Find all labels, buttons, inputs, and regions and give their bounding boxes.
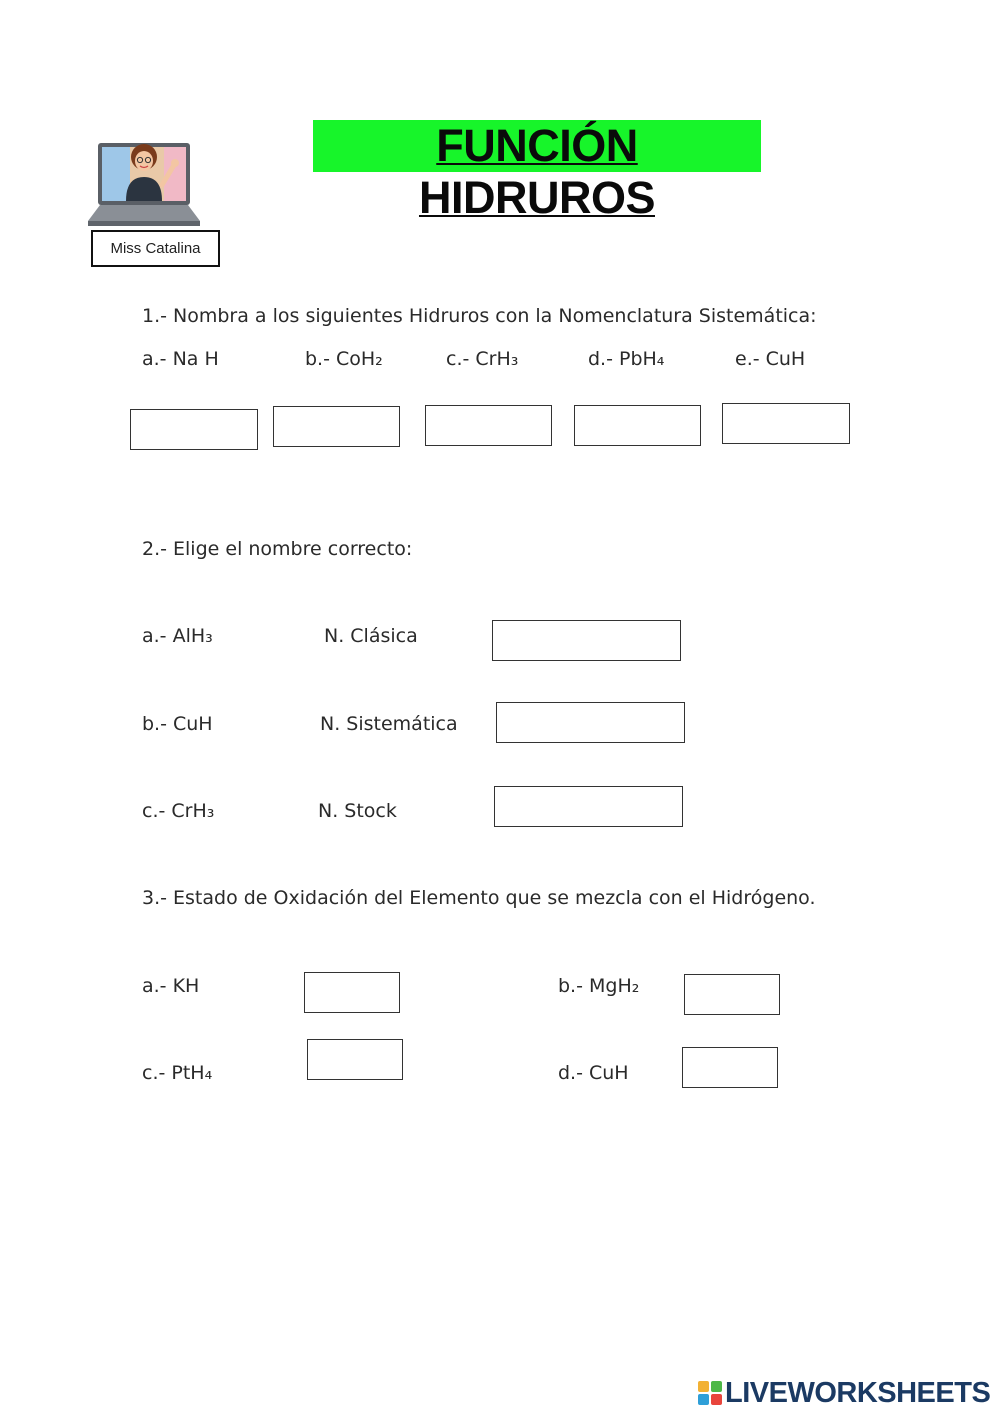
q3-item-b-label: b.- MgH₂ — [558, 975, 640, 997]
q1-item-b-label: b.- CoH₂ — [305, 348, 383, 370]
q1-item-d-label: d.- PbH₄ — [588, 348, 665, 370]
question-2-prompt: 2.- Elige el nombre correcto: — [142, 538, 413, 560]
q3-item-c-label: c.- PtH₄ — [142, 1062, 213, 1084]
q1-answer-a-input[interactable] — [130, 409, 258, 450]
q3-answer-a-input[interactable] — [304, 972, 400, 1013]
q1-answer-c-input[interactable] — [425, 405, 552, 446]
q3-item-d-label: d.- CuH — [558, 1062, 629, 1084]
page-title: FUNCIÓN HIDRUROS — [313, 120, 761, 172]
q2-item-c-label: c.- CrH₃ — [142, 800, 215, 822]
q2-answer-b-input[interactable] — [496, 702, 685, 743]
q3-item-a-label: a.- KH — [142, 975, 200, 997]
q2-item-c-type: N. Stock — [318, 800, 397, 822]
q2-answer-a-input[interactable] — [492, 620, 681, 661]
q1-answer-d-input[interactable] — [574, 405, 701, 446]
brand-name: LIVEWORKSHEETS — [725, 1376, 991, 1409]
q1-item-a-label: a.- Na H — [142, 348, 219, 370]
q1-item-c-label: c.- CrH₃ — [446, 348, 519, 370]
author-name-box: Miss Catalina — [91, 230, 220, 267]
liveworksheets-logo — [698, 1377, 990, 1409]
q2-item-a-type: N. Clásica — [324, 625, 418, 647]
q1-answer-b-input[interactable] — [273, 406, 400, 447]
liveworksheets-logo-icon — [698, 1381, 722, 1405]
q3-answer-d-input[interactable] — [682, 1047, 778, 1088]
q1-item-e-label: e.- CuH — [735, 348, 806, 370]
q2-item-a-label: a.- AlH₃ — [142, 625, 213, 647]
q2-item-b-label: b.- CuH — [142, 713, 213, 735]
teacher-avatar — [86, 125, 204, 230]
q1-answer-e-input[interactable] — [722, 403, 850, 444]
question-1-prompt: 1.- Nombra a los siguientes Hidruros con la Nomenclatura Sistemática: — [142, 305, 817, 327]
q2-answer-c-input[interactable] — [494, 786, 683, 827]
q3-answer-c-input[interactable] — [307, 1039, 403, 1080]
question-3-prompt: 3.- Estado de Oxidación del Elemento que se mezcla con el Hidrógeno. — [142, 887, 816, 909]
q2-item-b-type: N. Sistemática — [320, 713, 458, 735]
q3-answer-b-input[interactable] — [684, 974, 780, 1015]
